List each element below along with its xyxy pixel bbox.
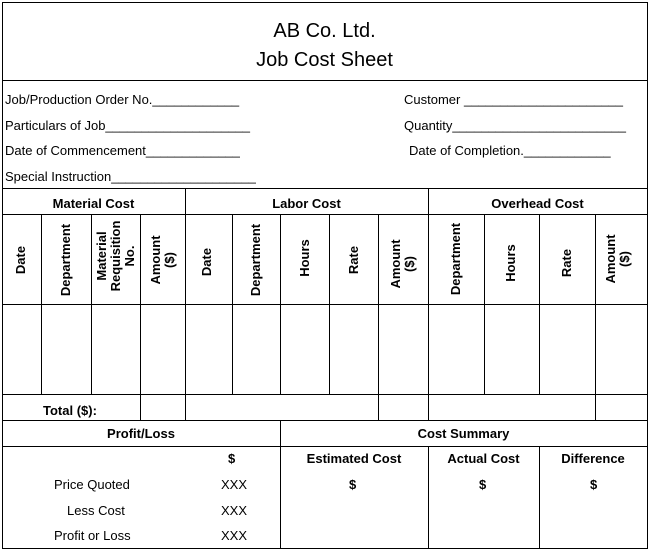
sheet-title: Job Cost Sheet	[256, 49, 393, 71]
less-cost-label: Less Cost	[67, 503, 125, 518]
profit-loss-title: Profit/Loss	[107, 426, 175, 441]
material-date-header: Date	[13, 245, 28, 275]
actual-currency: $	[479, 477, 487, 492]
company-name: AB Co. Ltd.	[273, 20, 376, 42]
border-top	[2, 2, 648, 3]
border-bottom	[2, 548, 648, 549]
job-order-field: Job/Production Order No.____________	[5, 92, 240, 107]
difference-currency: $	[590, 477, 598, 492]
column-divider	[232, 214, 233, 395]
estimated-currency: $	[349, 477, 357, 492]
price-quoted-label: Price Quoted	[54, 477, 130, 492]
summary-column-divider	[539, 446, 540, 549]
labor-rate-header: Rate	[346, 245, 361, 275]
profit-or-loss-label: Profit or Loss	[54, 528, 131, 543]
material-cost-header: Material Cost	[52, 196, 135, 211]
material-amount-header: Amount ($)	[148, 235, 177, 285]
profit-loss-currency: $	[228, 451, 236, 466]
profit-or-loss-value: XXX	[221, 528, 248, 543]
total-row-divider	[2, 420, 648, 421]
difference-header: Difference	[561, 451, 625, 466]
material-requisition-header: Material Requisition No.	[94, 220, 137, 292]
border-right	[647, 2, 648, 549]
overhead-cost-header: Overhead Cost	[491, 196, 584, 211]
profit-summary-divider	[280, 420, 281, 549]
overhead-amount-header: Amount ($)	[603, 234, 632, 284]
column-divider	[484, 214, 485, 395]
labor-cost-header: Labor Cost	[272, 196, 341, 211]
column-divider	[329, 214, 330, 395]
labor-amount-header: Amount ($)	[388, 239, 417, 289]
actual-cost-header: Actual Cost	[447, 451, 520, 466]
material-department-header: Department	[58, 223, 73, 297]
overhead-hours-header: Hours	[503, 244, 518, 282]
summary-column-divider	[428, 446, 429, 549]
customer-field: Customer ______________________	[404, 92, 624, 107]
column-divider	[91, 214, 92, 395]
material-labor-divider	[185, 188, 186, 421]
info-divider	[2, 188, 648, 189]
particulars-field: Particulars of Job____________________	[5, 118, 251, 133]
column-divider	[280, 214, 281, 395]
summary-title-divider	[2, 446, 648, 447]
total-label: Total ($):	[43, 403, 97, 418]
labor-date-header: Date	[199, 247, 214, 277]
estimated-cost-header: Estimated Cost	[306, 451, 402, 466]
overhead-rate-header: Rate	[559, 248, 574, 278]
header-divider	[2, 80, 648, 81]
overhead-department-header: Department	[448, 222, 463, 296]
cost-summary-title: Cost Summary	[417, 426, 510, 441]
quantity-field: Quantity________________________	[404, 118, 626, 133]
less-cost-value: XXX	[221, 503, 248, 518]
section-header-divider	[2, 214, 648, 215]
commencement-field: Date of Commencement_____________	[5, 143, 240, 158]
price-quoted-value: XXX	[221, 477, 248, 492]
labor-hours-header: Hours	[297, 239, 312, 277]
labor-department-header: Department	[248, 223, 263, 297]
body-bottom-divider	[2, 394, 648, 395]
column-divider	[539, 214, 540, 395]
column-divider	[140, 214, 141, 421]
column-divider	[595, 214, 596, 421]
column-divider	[378, 214, 379, 421]
column-header-divider	[2, 304, 648, 305]
special-instruction-field: Special Instruction____________________	[5, 169, 256, 184]
labor-overhead-divider	[428, 188, 429, 421]
column-divider	[41, 214, 42, 395]
completion-field: Date of Completion.____________	[409, 143, 611, 158]
border-left	[2, 2, 3, 549]
